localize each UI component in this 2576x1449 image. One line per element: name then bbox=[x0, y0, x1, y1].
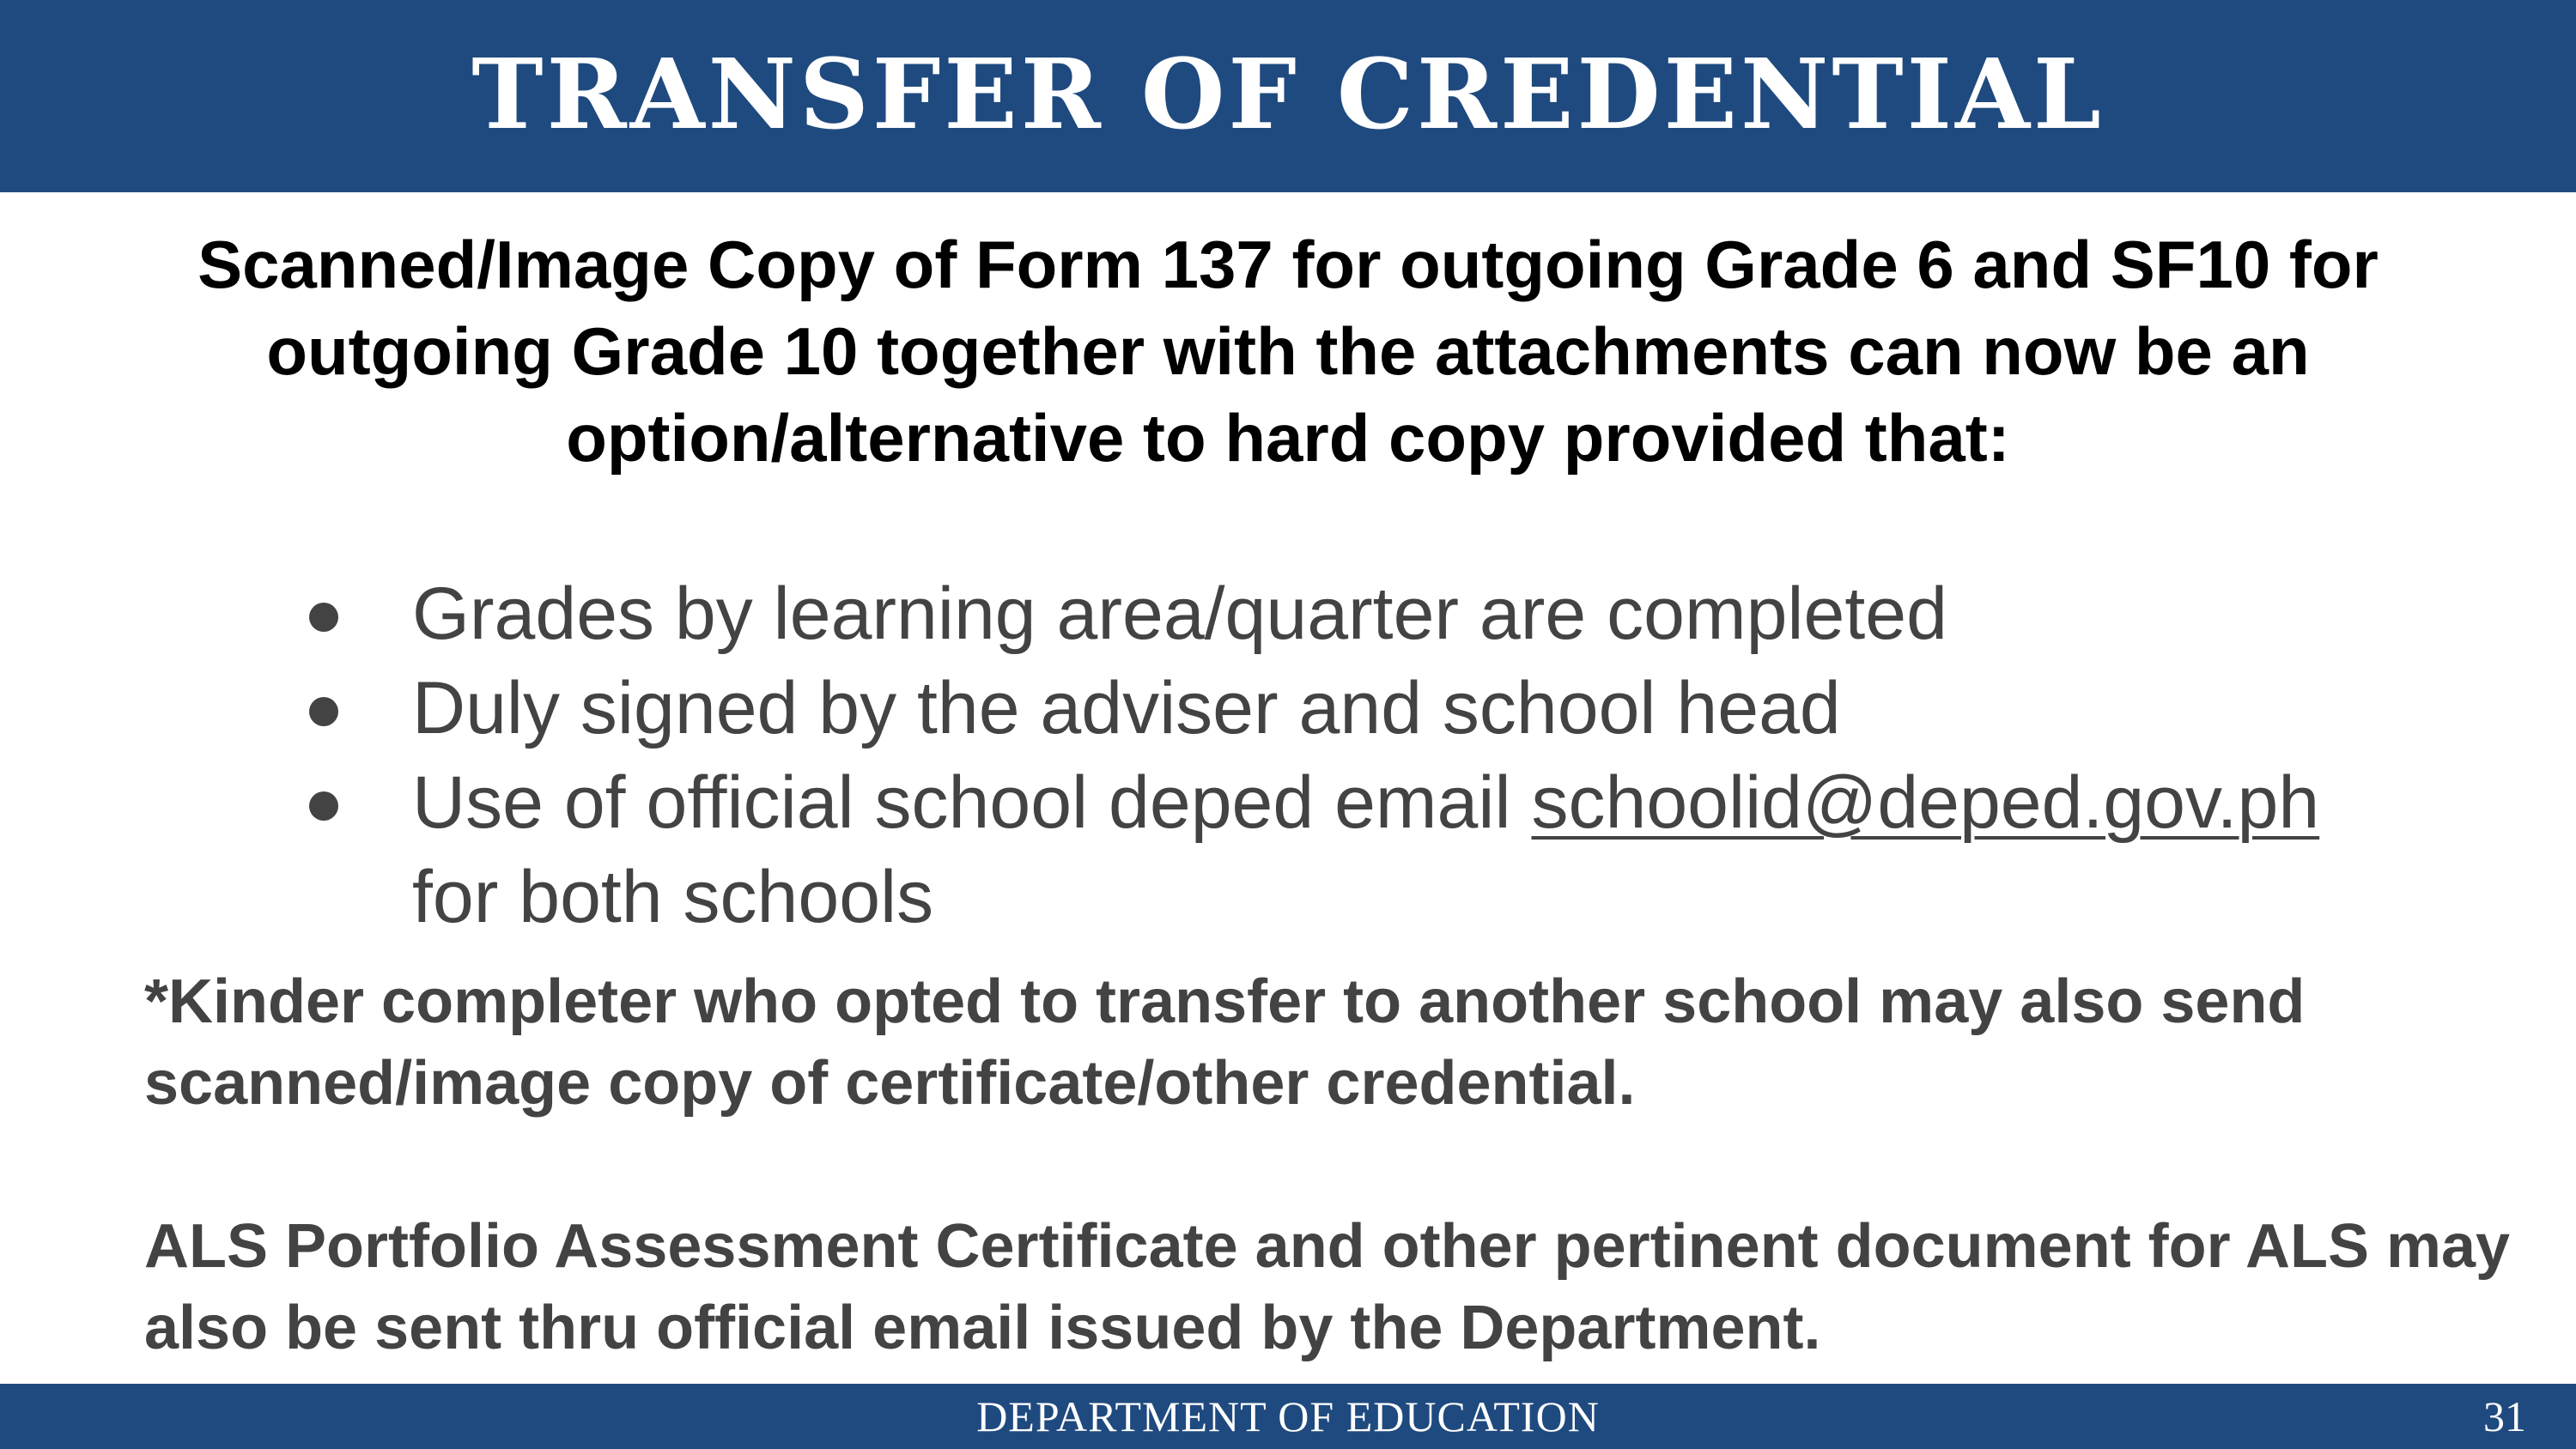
footer-band bbox=[0, 1384, 2576, 1449]
list-item bbox=[309, 567, 2507, 661]
condition-text: Grades by learning area/quarter are completed bbox=[412, 573, 1947, 655]
kinder-note: *Kinder completer who opted to transfer to another school may also send scanned/image copy of certificate/other credential. bbox=[144, 967, 2306, 1118]
list-item bbox=[309, 661, 2507, 755]
page-number: 31 bbox=[2483, 1392, 2526, 1440]
footer-department: DEPARTMENT OF EDUCATION bbox=[976, 1392, 1600, 1440]
intro-paragraph: Scanned/Image Copy of Form 137 for outgoing Grade 6 and SF10 for outgoing Grade 10 together with the attachments can now be an option/alternative to hard copy provided that: bbox=[197, 227, 2379, 476]
condition-text: Duly signed by the adviser and school head bbox=[412, 667, 1841, 749]
bullet-icon bbox=[309, 697, 338, 726]
header-band bbox=[0, 0, 2576, 192]
als-note: ALS Portfolio Assessment Certificate and other pertinent document for ALS may also be sent thru official email issued by the Department. bbox=[144, 1212, 2511, 1362]
list-item bbox=[309, 755, 2507, 944]
slide-title: TRANSFER OF CREDENTIAL bbox=[471, 38, 2105, 151]
bullet-icon bbox=[309, 791, 338, 821]
conditions-list bbox=[309, 567, 2507, 944]
condition-text-continued: for both schools bbox=[412, 856, 934, 938]
email-link[interactable]: schoolid@deped.gov.ph bbox=[1531, 761, 2320, 844]
bullet-icon bbox=[309, 603, 338, 632]
condition-text: Use of official school deped email bbox=[412, 761, 1532, 844]
